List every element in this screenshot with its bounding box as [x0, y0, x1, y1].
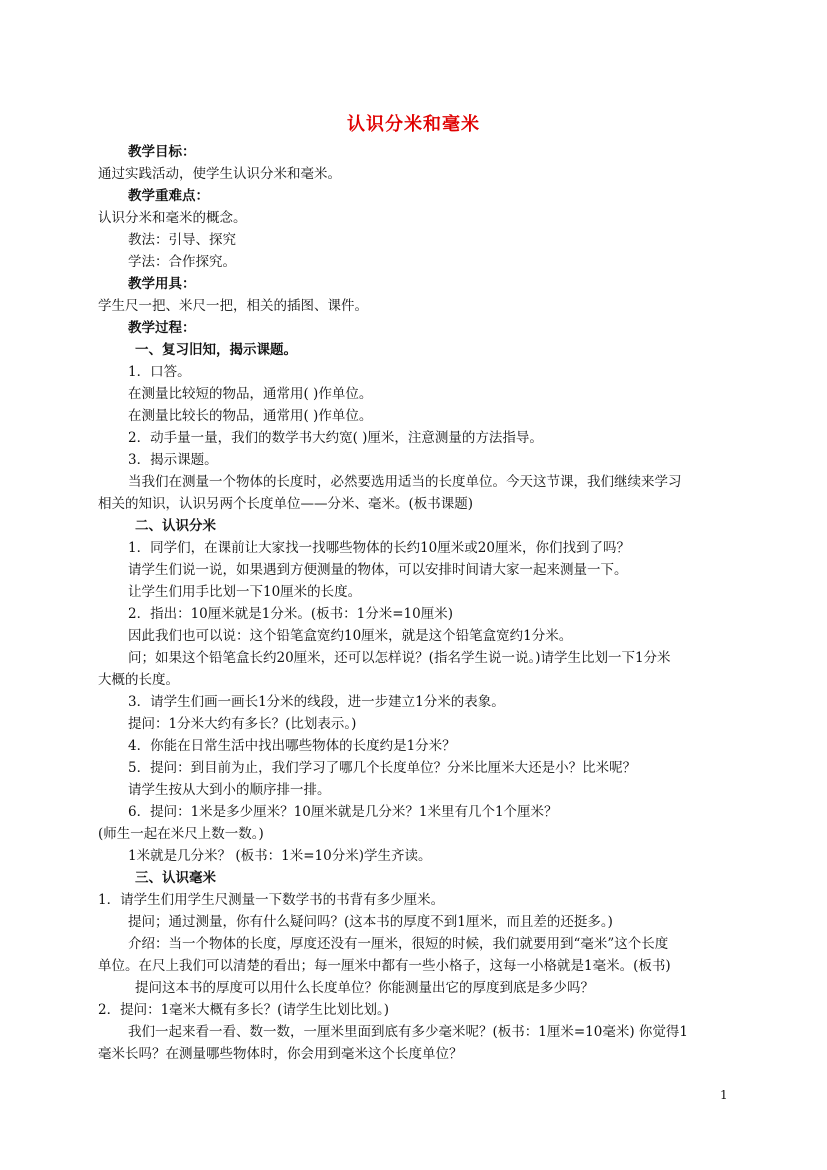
text-line: 当我们在测量一个物体的长度时，必然要选用适当的长度单位。今天这节课，我们继续来学习 [128, 474, 682, 490]
text-line: 提问；通过测量，你有什么疑问吗？(这本书的厚度不到1厘米，而且差的还挺多。) [128, 914, 613, 930]
text-line: 单位。在尺上我们可以清楚的看出；每一厘米中都有一些小格子，这每一小格就是1毫米。(板书) [98, 958, 671, 974]
page-title: 认识分米和毫米 [347, 114, 480, 135]
text-line: 4．你能在日常生活中找出哪些物体的长度约是1分米？ [128, 738, 456, 754]
text-line: 2．提问：1毫米大概有多长？(请学生比划比划。) [98, 1002, 389, 1018]
text-line: 认识分米和毫米的概念。 [98, 210, 247, 226]
text-line: 3．请学生们画一画长1分米的线段，进一步建立1分米的表象。 [128, 694, 505, 710]
section-heading-1: 一、复习旧知，揭示课题。 [135, 342, 297, 358]
section-heading-3: 三、认识毫米 [135, 870, 216, 886]
text-line: 6．提问：1米是多少厘米？10厘米就是几分米？1米里有几个1个厘米？ [128, 804, 558, 820]
heading-tools: 教学用具： [128, 276, 196, 292]
text-line: 因此我们也可以说：这个铅笔盒宽约10厘米，就是这个铅笔盒宽约1分米。 [128, 628, 573, 644]
text-line: 学法：合作探究。 [128, 254, 236, 270]
text-line: 问；如果这个铅笔盒长约20厘米，还可以怎样说？(指名学生说一说。)请学生比划一下1分米 [128, 650, 671, 666]
text-line: 在测量比较长的物品，通常用( )作单位。 [128, 408, 373, 424]
text-line: 教法：引导、探究 [128, 232, 236, 248]
text-line: 学生尺一把、米尺一把，相关的插图、课件。 [98, 298, 368, 314]
heading-process: 教学过程： [128, 320, 196, 336]
text-line: 在测量比较短的物品，通常用( )作单位。 [128, 386, 373, 402]
text-line: 2．指出：10厘米就是1分米。(板书：1分米=10厘米) [128, 606, 453, 622]
text-line: 5．提问：到目前为止，我们学习了哪几个长度单位？分米比厘米大还是小？比米呢？ [128, 760, 637, 776]
text-line: 3．揭示课题。 [128, 452, 218, 468]
text-line: 提问：1分米大约有多长？(比划表示。) [128, 716, 357, 732]
text-line: (师生一起在米尺上数一数。) [98, 826, 264, 842]
text-line: 大概的长度。 [98, 672, 179, 688]
text-line: 相关的知识，认识另两个长度单位——分米、毫米。(板书课题) [98, 496, 474, 512]
heading-key-points: 教学重难点： [128, 188, 209, 204]
section-heading-2: 二、认识分米 [135, 518, 216, 534]
text-line: 我们一起来看一看、数一数，一厘米里面到底有多少毫米呢？(板书：1厘米=10毫米) 你觉得1 [128, 1024, 688, 1040]
page-number: 1 [720, 1088, 728, 1102]
text-line: 1米就是几分米？ (板书：1米=10分米)学生齐读。 [128, 848, 432, 864]
text-line: 请学生按从大到小的顺序排一排。 [128, 782, 331, 798]
text-line: 1．口答。 [128, 364, 191, 380]
text-line: 提问这本书的厚度可以用什么长度单位？你能测量出它的厚度到底是多少吗？ [135, 980, 594, 996]
text-line: 通过实践活动，使学生认识分米和毫米。 [98, 166, 341, 182]
text-line: 1．同学们，在课前让大家找一找哪些物体的长约10厘米或20厘米，你们找到了吗？ [128, 540, 630, 556]
text-line: 请学生们说一说，如果遇到方便测量的物体，可以安排时间请大家一起来测量一下。 [128, 562, 628, 578]
text-line: 2．动手量一量，我们的数学书大约宽( )厘米，注意测量的方法指导。 [128, 430, 543, 446]
text-line: 让学生们用手比划一下10厘米的长度。 [128, 584, 362, 600]
text-line: 介绍：当一个物体的长度，厚度还没有一厘米，很短的时候，我们就要用到“毫米”这个长度 [128, 936, 669, 952]
text-line: 毫米长吗？在测量哪些物体时，你会用到毫米这个长度单位？ [98, 1046, 463, 1062]
text-line: 1．请学生们用学生尺测量一下数学书的书背有多少厘米。 [98, 892, 445, 908]
heading-objectives: 教学目标： [128, 144, 196, 160]
